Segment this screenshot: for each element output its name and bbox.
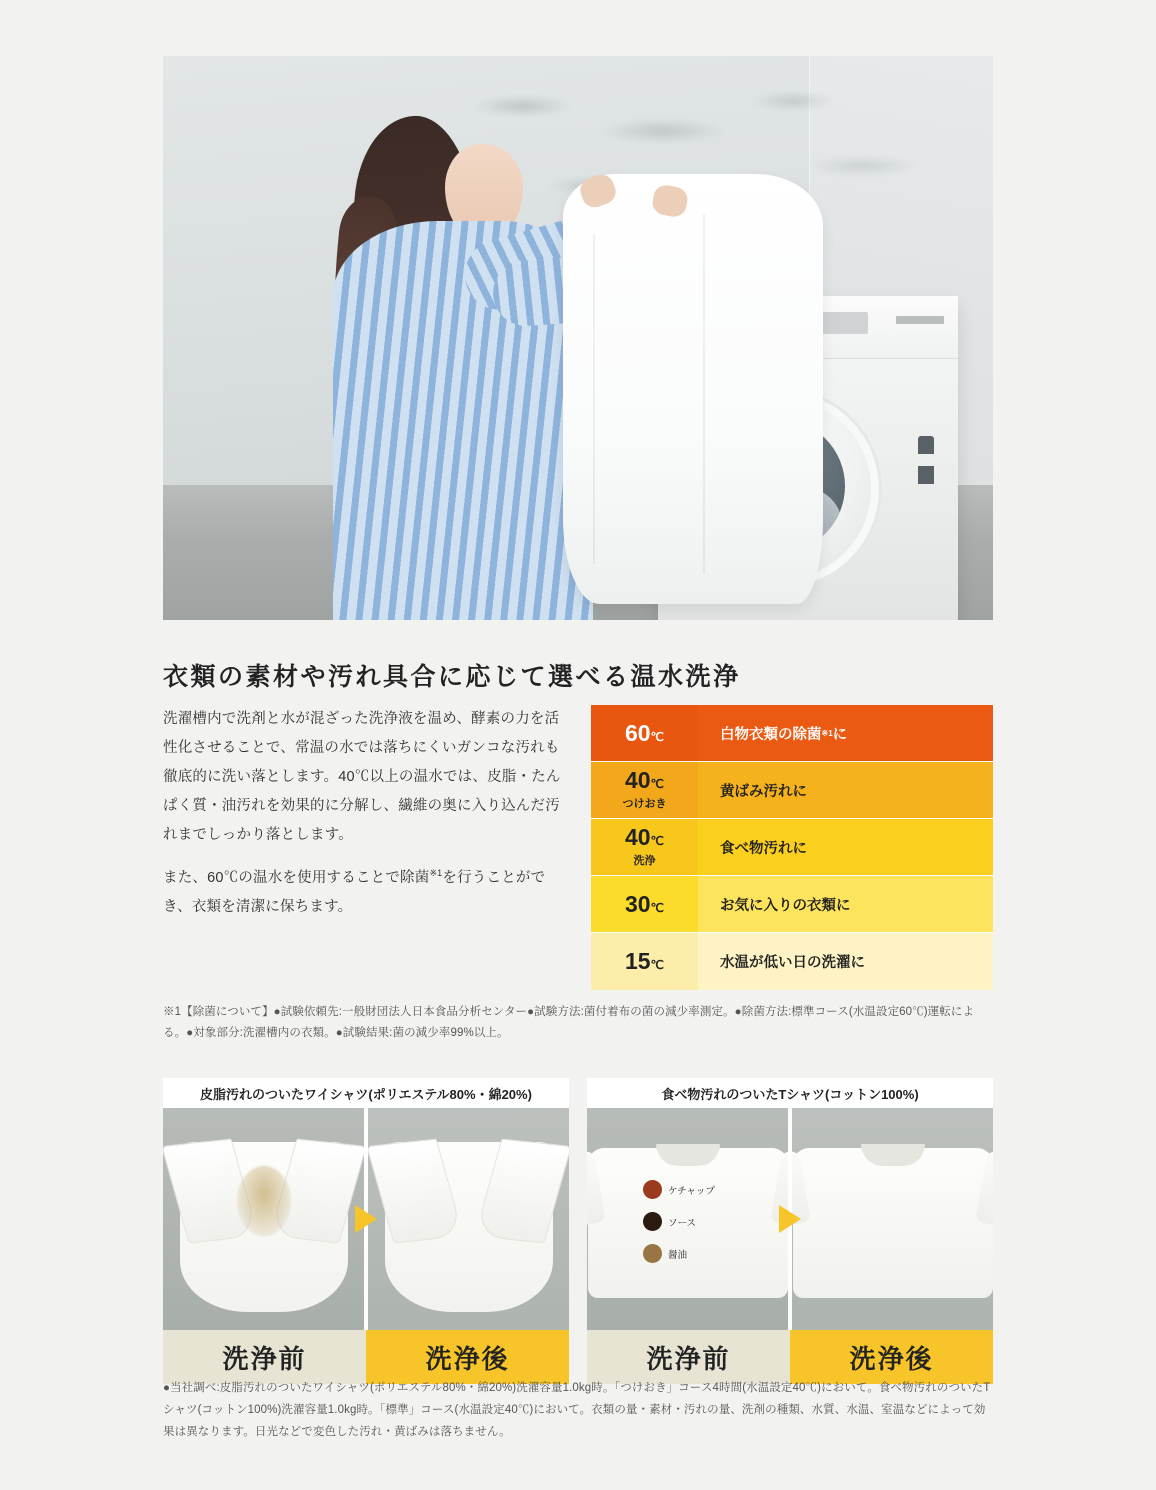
temperature-mode: つけおき [622,798,667,810]
table-row [591,819,993,876]
stain-dot-sauce [643,1212,662,1231]
photo-before [163,1108,364,1330]
card-labels [587,1330,993,1384]
temperature-number: 15 [624,948,651,974]
temperature-unit: ℃ [650,777,665,791]
card-title: 食べ物汚れのついたTシャツ(コットン100%) [587,1078,993,1108]
tshirt-illustration-clean [793,1148,993,1298]
stain-dot-soy-sauce [643,1244,662,1263]
comparison-card-shirt [163,1078,569,1384]
stain-legend [643,1180,715,1276]
temperature-value [625,950,664,973]
label-before: 洗浄前 [163,1330,366,1384]
washer-side-buttons [918,436,934,506]
washer-brand-logo [896,316,944,324]
body-paragraph-1: 洗濯槽内で洗剤と水が混ざった洗浄液を温め、酵素の力を活性化させることで、常温の水では落ちにくいガンコな汚れも徹底的に洗い落とします。40℃以上の温水では、皮脂・たんぱく質・油汚れを効果的に分解し、繊維の奥に入り込んだ汚れまでしっかり落とします。 [163,711,561,843]
usage-text: 黄ばみ汚れに [720,783,807,800]
table-row [591,876,993,933]
shirt-illustration-clean [385,1142,553,1312]
stain-label: ソース [668,1217,697,1229]
comparison-card-tshirt [587,1078,993,1384]
temperature-cell [591,819,698,876]
label-before: 洗浄前 [587,1330,790,1384]
temperature-number: 30 [624,890,651,917]
photo-after [368,1108,569,1330]
shirt-fold-line [593,234,595,564]
footnote-sterilization: ※1【除菌について】●試験依頼先:一般財団法人日本食品分析センター●試験方法:菌付着布の菌の減少率測定。●除菌方法:標準コース(水温設定60℃)運転による。●対象部分:洗濯槽内の衣類。●試験結果:菌の減少率99%以上。 [163,1006,975,1040]
hero-photo [163,56,993,620]
photo-before [587,1108,788,1330]
temperature-value [624,719,665,746]
table-row [591,762,993,819]
temperature-table [591,705,993,990]
usage-text: 水温が低い日の洗濯に [720,955,865,971]
label-after: 洗浄後 [790,1330,993,1384]
usage-cell [698,705,993,762]
temperature-value [625,826,664,849]
temperature-cell [591,762,698,819]
body-paragraph-2-part-b: を行うことができ、衣類を清潔に保ちます。 [163,870,546,915]
footnote-marker: ※1 [821,728,833,738]
list-item [643,1244,715,1263]
arrow-right-icon [355,1205,377,1233]
table-row [591,705,993,762]
label-after: 洗浄後 [366,1330,569,1384]
usage-text: 白物衣類の除菌 [720,726,822,743]
stain-label: 醤油 [668,1249,688,1261]
temperature-number: 40 [624,824,651,850]
temperature-number: 60 [624,719,651,746]
stain-label: ケチャップ [668,1185,715,1197]
stain-dot-ketchup [643,1180,662,1199]
card-photo [587,1108,993,1330]
tshirt-sleeve-left [587,1151,605,1230]
arrow-right-icon [779,1205,801,1233]
temperature-cell [591,705,698,762]
temperature-cell [591,933,698,990]
usage-cell [698,933,993,990]
body-paragraph-2-part-a: また、60℃の温水を使用することで除菌 [163,870,430,886]
held-white-shirt [563,174,823,604]
list-item [643,1212,715,1231]
tshirt-sleeve-right [975,1151,993,1230]
footnote-test-conditions: ●当社調べ:皮脂汚れのついたワイシャツ(ポリエステル80%・綿20%)洗濯容量1.0kg時。「つけおき」コース4時間(水温設定40℃)において。食べ物汚れのついたTシャツ(コットン100%)洗濯容量1.0kg時。「標準」コース(水温設定40℃)において。衣類の量・素材・汚れの量、洗剤の種類、水質、水温、室温などによって効果は異なります。日光などで変色した汚れ・黄ばみは落ちません。 [163,1382,991,1438]
card-photo [163,1108,569,1330]
temperature-cell [591,876,698,933]
card-title: 皮脂汚れのついたワイシャツ(ポリエステル80%・綿20%) [163,1078,569,1108]
sebum-stain [237,1166,291,1236]
usage-text-suffix: に [832,726,848,743]
temperature-unit: ℃ [650,958,665,972]
body-copy [163,705,563,936]
page-title: 衣類の素材や汚れ具合に応じて選べる温水洗浄 [163,662,741,691]
usage-cell [698,876,993,933]
usage-cell [698,819,993,876]
shirt-fold-line [703,214,705,574]
comparison-cards [163,1078,993,1384]
list-item [643,1180,715,1199]
usage-cell [698,762,993,819]
usage-text: 食べ物汚れに [720,840,807,857]
temperature-number: 40 [624,767,651,793]
photo-after [792,1108,993,1330]
tshirt-neck [861,1144,925,1166]
tshirt-neck [656,1144,720,1166]
footnote-marker: ※1 [429,868,443,879]
card-labels [163,1330,569,1384]
temperature-value [624,890,665,917]
temperature-unit: ℃ [650,900,665,915]
table-row [591,933,993,990]
usage-text: お気に入りの衣類に [720,897,851,914]
temperature-mode: 洗浄 [633,855,656,867]
temperature-unit: ℃ [650,729,665,744]
temperature-value [625,769,664,792]
body-paragraph-2 [163,864,563,922]
temperature-unit: ℃ [650,834,665,848]
